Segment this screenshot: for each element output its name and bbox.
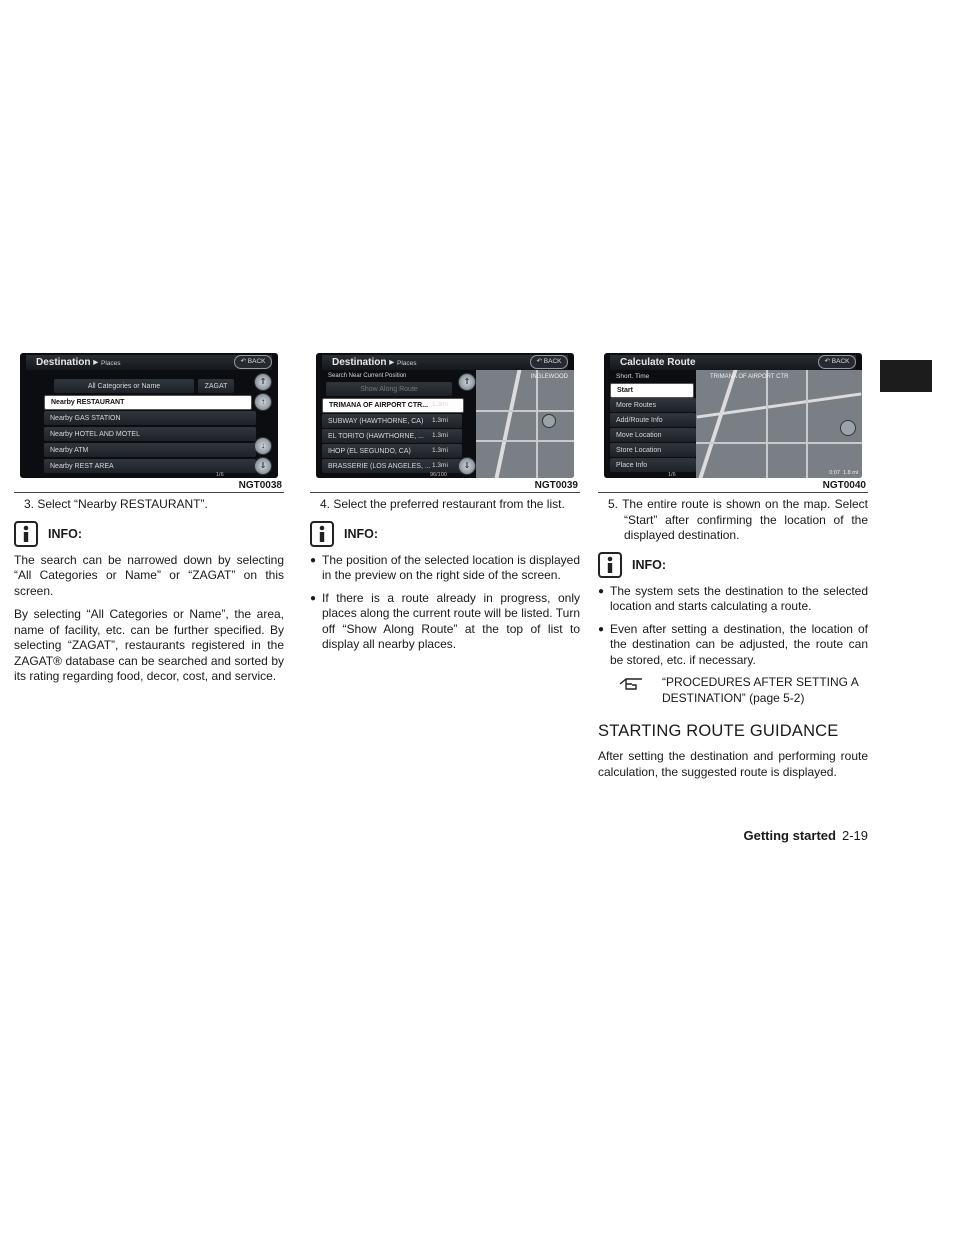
reference-text: “PROCEDURES AFTER SETTING A DESTINATION” (page 5-2) (662, 675, 859, 705)
distance-value: 1.3mi (432, 462, 448, 469)
chapter-tab-marker (880, 360, 932, 392)
zoom-icon[interactable] (840, 420, 856, 436)
screen-title: Destination ▸ Places (322, 355, 568, 370)
list-item[interactable]: Nearby RESTAURANT (44, 395, 252, 410)
list-item[interactable]: Nearby GAS STATION (44, 411, 256, 425)
list-item[interactable]: BRASSERIE (LOS ANGELES, ... (322, 459, 462, 473)
screen-title: Calculate Route (610, 355, 856, 370)
back-button[interactable]: ↶ BACK (530, 355, 568, 369)
zagat-button[interactable]: ZAGAT (198, 379, 234, 393)
column-1 (14, 353, 284, 693)
distance-value: 1.3mi (432, 447, 448, 454)
page-up-icon[interactable]: ⇑ (458, 373, 476, 391)
step-text: 5. The entire route is shown on the map. Select “Start” after confirming the location of the displayed destination. (608, 497, 868, 542)
info-label: INFO: (632, 557, 667, 572)
location-pin-icon (542, 414, 556, 428)
section-heading: STARTING ROUTE GUIDANCE (598, 722, 839, 740)
list-item[interactable]: Nearby ATM (44, 443, 256, 457)
bullet-item: ● Even after setting a destination, the location of the destination can be adjusted, the route can be stored, etc. if necessary. (598, 621, 868, 667)
page-footer (700, 828, 868, 843)
column-2 (310, 353, 580, 660)
distance-value: 1.3mi (432, 401, 448, 408)
page-reference (598, 675, 868, 706)
more-routes-button[interactable]: More Routes (610, 398, 696, 412)
info-label: INFO: (344, 526, 379, 541)
scroll-down-icon[interactable]: ↓ (254, 437, 272, 455)
body-paragraph: After setting the destination and performing route calculation, the suggested route is displayed. (598, 749, 868, 779)
step-text: 3. Select “Nearby RESTAURANT”. (24, 497, 208, 511)
page-down-icon[interactable]: ⇓ (458, 457, 476, 475)
screen-title: Destination ▸ Places (26, 355, 272, 370)
list-item[interactable]: EL TORITO (HAWTHORNE, ... (322, 429, 462, 443)
info-block (598, 552, 868, 578)
bullet-item: ● If there is a route already in progress, only places along the current route will be listed. Turn off “Show Along Route” at the top of list to display all nearby places. (310, 590, 580, 651)
footer-page-number: 2-19 (841, 828, 868, 843)
list-item[interactable]: TRIMANA OF AIRPORT CTR... (322, 398, 464, 413)
distance-value: 1.3mi (432, 432, 448, 439)
column-3 (598, 353, 868, 780)
pointing-hand-icon (618, 675, 644, 693)
list-item[interactable]: SUBWAY (HAWTHORNE, CA) (322, 414, 462, 428)
map-preview (476, 370, 574, 478)
back-button[interactable]: ↶ BACK (818, 355, 856, 369)
distance-value: 1.3mi (432, 417, 448, 424)
info-label: INFO: (48, 526, 83, 541)
figure-label: NGT0040 (598, 480, 868, 493)
info-block (310, 521, 580, 547)
screen-calculate-route (604, 353, 862, 478)
bullet-item: ● The position of the selected location is displayed in the preview on the right side of the screen. (310, 552, 580, 582)
info-icon (598, 552, 622, 578)
body-paragraph: The search can be narrowed down by selecting “All Categories or Name” or “ZAGAT” on this screen. (14, 552, 284, 598)
map-city-label: INGLEWOOD (530, 374, 568, 380)
page-down-icon[interactable]: ⇓ (254, 457, 272, 475)
route-type-header: Short. Time (616, 373, 650, 380)
back-button[interactable]: ↶ BACK (234, 355, 272, 369)
route-distance: 1.8 mi (843, 470, 858, 476)
move-location-button[interactable]: Move Location (610, 428, 696, 442)
show-along-route-toggle[interactable]: Show Along Route (326, 382, 452, 396)
all-categories-button[interactable]: All Categories or Name (54, 379, 194, 393)
page-up-icon[interactable]: ⇑ (254, 373, 272, 391)
list-item[interactable]: IHOP (EL SEGUNDO, CA) (322, 444, 462, 458)
list-item[interactable]: Nearby REST AREA (44, 459, 256, 473)
footer-section: Getting started (743, 828, 836, 843)
page-indicator: 1/6 (216, 472, 224, 478)
bullet-item: ● The system sets the destination to the selected location and starts calculating a route. (598, 583, 868, 613)
add-route-info-button[interactable]: Add/Route Info (610, 413, 696, 427)
screen-destination-places (20, 353, 278, 478)
map-preview (696, 370, 862, 478)
result-count: 96/100 (430, 472, 447, 478)
store-location-button[interactable]: Store Location (610, 443, 696, 457)
start-button[interactable]: Start (610, 383, 694, 398)
screen-destination-list (316, 353, 574, 478)
info-icon (310, 521, 334, 547)
list-item[interactable]: Nearby HOTEL AND MOTEL (44, 427, 256, 441)
page-indicator: 1/6 (668, 472, 676, 478)
info-block (14, 521, 284, 547)
step-text: 4. Select the preferred restaurant from the list. (320, 497, 565, 511)
route-time: 0:07 (829, 470, 840, 476)
place-info-button[interactable]: Place Info (610, 458, 696, 472)
search-area-header: Search Near Current Position (328, 373, 407, 379)
figure-label: NGT0039 (310, 480, 580, 493)
map-destination-label: TRIMANA OF AIRPORT CTR (710, 374, 789, 380)
body-paragraph: By selecting “All Categories or Name”, the area, name of facility, etc. can be further specified. By selecting “ZAGAT”, restaurants registered in the ZAGAT® database can be searched and sorted by its rating regarding food, decor, cost, and service. (14, 607, 284, 683)
info-icon (14, 521, 38, 547)
scroll-up-icon[interactable]: ↑ (254, 393, 272, 411)
figure-label: NGT0038 (14, 480, 284, 493)
